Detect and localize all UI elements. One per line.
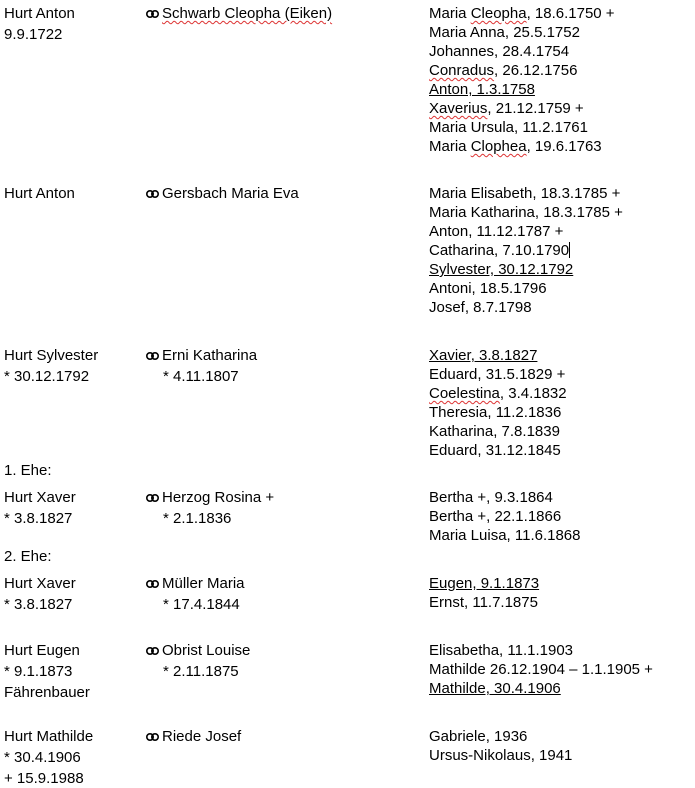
underlined-text: Mathilde, 30.4.1906 (429, 680, 561, 697)
child-entry (429, 727, 527, 746)
child-entry (429, 488, 553, 507)
text-run: Josef, 8.7.1798 (429, 299, 532, 316)
text-run: Maria (429, 5, 471, 22)
marriage-heading: 2. Ehe: (4, 548, 52, 565)
person-name: Hurt Anton (4, 185, 75, 202)
text-run: Elisabetha, 11.1.1903 (429, 642, 574, 659)
text-run: Anton, 11.12.1787 + (429, 223, 564, 240)
child-entry (429, 260, 573, 279)
text-run: Obrist Louise (162, 642, 251, 659)
person-detail: * 9.1.1873 (4, 663, 73, 680)
child-entry (429, 298, 532, 317)
text-run: Eduard, 31.5.1829 + (429, 366, 566, 383)
child-entry (429, 384, 567, 403)
spellcheck-flagged-text: Schwarb Cleopha (Eiken) (162, 5, 333, 22)
spouse-detail (163, 367, 239, 386)
text-run: * 2.11.1875 (163, 663, 239, 680)
spouse-name (146, 184, 299, 203)
marriage-rings-icon (146, 189, 159, 199)
spouse-name (146, 488, 274, 507)
person-name: Hurt Mathilde (4, 728, 94, 745)
child-entry (429, 574, 539, 593)
text-run: Gersbach Maria Eva (162, 185, 299, 202)
text-run: Maria Luisa, 11.6.1868 (429, 527, 581, 544)
child-entry (429, 660, 653, 679)
text-run: Gabriele, 1936 (429, 728, 528, 745)
spellcheck-flagged-text: Cleopha (470, 5, 527, 22)
person-detail: * 30.12.1792 (4, 368, 90, 385)
spellcheck-flagged-text: Coelestina (429, 385, 500, 402)
person-name: Hurt Sylvester (4, 347, 99, 364)
child-entry (429, 365, 565, 384)
text-run: Eduard, 31.12.1845 (429, 442, 561, 459)
person-detail: Fährenbauer (4, 684, 90, 701)
child-entry (429, 679, 561, 698)
person-name: Hurt Eugen (4, 642, 80, 659)
child-entry (429, 346, 537, 365)
person-detail: * 3.8.1827 (4, 596, 73, 613)
child-entry (429, 507, 561, 526)
child-entry (429, 422, 560, 441)
child-entry (429, 526, 581, 545)
text-run: Maria (429, 138, 471, 155)
child-entry (429, 137, 602, 156)
text-run: Erni Katharina (162, 347, 258, 364)
child-entry (429, 222, 563, 241)
person-detail: 9.9.1722 (4, 26, 63, 43)
child-entry (429, 641, 573, 660)
spouse-detail (163, 509, 231, 528)
person-name: Hurt Anton (4, 5, 75, 22)
child-entry (429, 61, 577, 80)
text-run: , 26.12.1756 (494, 62, 578, 79)
child-entry (429, 80, 535, 99)
text-run: , 18.6.1750 + (526, 5, 615, 22)
spouse-name (146, 641, 250, 660)
person-name: Hurt Xaver (4, 575, 76, 592)
spellcheck-flagged-text: Clophea (470, 138, 527, 155)
child-entry (429, 4, 615, 23)
spouse-name (146, 727, 241, 746)
underlined-text: Xavier, 3.8.1827 (429, 347, 538, 364)
spouse-name (146, 4, 332, 23)
spellcheck-flagged-text: Xaverius (429, 100, 488, 117)
marriage-rings-icon (146, 493, 159, 503)
text-run: Bertha +, 9.3.1864 (429, 489, 553, 506)
person-name: Hurt Xaver (4, 489, 76, 506)
text-run: Müller Maria (162, 575, 245, 592)
child-entry (429, 441, 561, 460)
spellcheck-flagged-text: Conradus (429, 62, 495, 79)
text-run: Bertha +, 22.1.1866 (429, 508, 562, 525)
child-entry (429, 42, 569, 61)
text-run: * 17.4.1844 (163, 596, 240, 613)
text-run: Ernst, 11.7.1875 (429, 594, 538, 611)
text-run: Johannes, 28.4.1754 (429, 43, 570, 60)
spouse-detail (163, 595, 240, 614)
child-entry (429, 99, 584, 118)
text-run: Maria Katharina, 18.3.1785 + (429, 204, 623, 221)
marriage-rings-icon (146, 646, 159, 656)
text-run: Maria Ursula, 11.2.1761 (429, 119, 588, 136)
text-run: Mathilde 26.12.1904 – 1.1.1905 + (429, 661, 653, 678)
text-run: Katharina, 7.8.1839 (429, 423, 560, 440)
text-run: * 4.11.1807 (163, 368, 239, 385)
spouse-name (146, 574, 245, 593)
text-run: , 3.4.1832 (499, 385, 567, 402)
text-run: Maria Elisabeth, 18.3.1785 + (429, 185, 621, 202)
person-detail: * 3.8.1827 (4, 510, 73, 527)
child-entry (429, 241, 570, 260)
text-run: Catharina, 7.10.1790 (429, 242, 570, 259)
child-entry (429, 593, 538, 612)
person-detail: + 15.9.1988 (4, 770, 84, 787)
person-detail: * 30.4.1906 (4, 749, 81, 766)
child-entry (429, 23, 580, 42)
child-entry (429, 118, 588, 137)
text-cursor (569, 242, 570, 258)
underlined-text: Sylvester, 30.12.1792 (429, 261, 574, 278)
child-entry (429, 746, 572, 765)
child-entry (429, 203, 623, 222)
marriage-rings-icon (146, 9, 159, 19)
text-run: , 19.6.1763 (526, 138, 602, 155)
text-run: Antoni, 18.5.1796 (429, 280, 547, 297)
child-entry (429, 279, 547, 298)
spouse-name (146, 346, 257, 365)
text-run: Maria Anna, 25.5.1752 (429, 24, 580, 41)
text-run: , 21.12.1759 + (487, 100, 584, 117)
text-run: Riede Josef (162, 728, 242, 745)
text-run: Herzog Rosina + (162, 489, 275, 506)
marriage-rings-icon (146, 732, 159, 742)
marriage-heading: 1. Ehe: (4, 462, 52, 479)
child-entry (429, 403, 561, 422)
spouse-detail (163, 662, 239, 681)
text-run: Ursus-Nikolaus, 1941 (429, 747, 573, 764)
text-run: * 2.1.1836 (163, 510, 232, 527)
marriage-rings-icon (146, 351, 159, 361)
marriage-rings-icon (146, 579, 159, 589)
underlined-text: Eugen, 9.1.1873 (429, 575, 540, 592)
underlined-text: Anton, 1.3.1758 (429, 81, 535, 98)
text-run: Theresia, 11.2.1836 (429, 404, 562, 421)
child-entry (429, 184, 620, 203)
